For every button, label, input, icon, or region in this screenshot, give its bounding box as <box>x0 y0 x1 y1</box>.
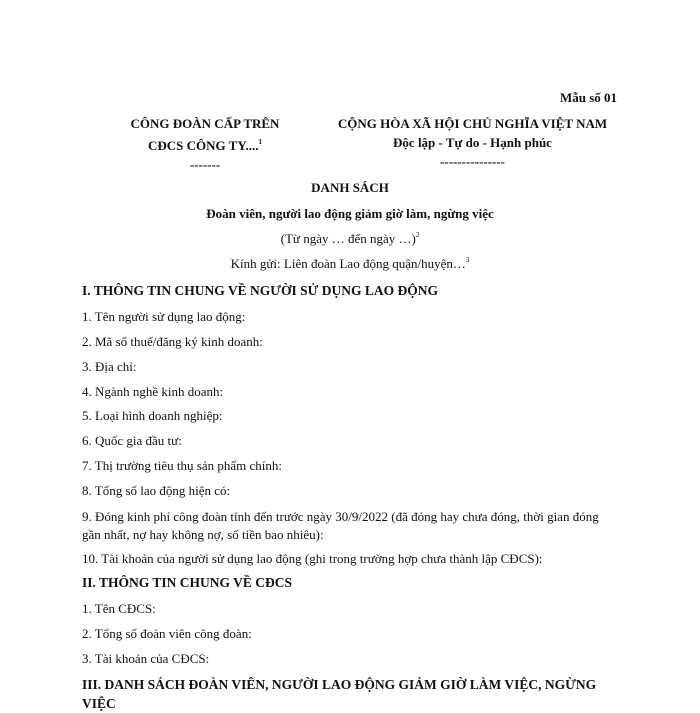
header-right-dashes: --------------- <box>440 154 505 169</box>
s2-item-3: 3. Tài khoản của CĐCS: <box>82 651 210 666</box>
header-right <box>300 114 645 171</box>
section-2-heading: II. THÔNG TIN CHUNG VỀ CĐCS <box>82 575 293 590</box>
footnote-ref-1: 1 <box>258 138 263 146</box>
period-text: (Từ ngày … đến ngày …) <box>280 231 416 246</box>
recipient-line <box>0 256 700 272</box>
header-left-dashes: ------- <box>189 157 221 172</box>
s1-item-6: 6. Quốc gia đầu tư: <box>82 433 182 448</box>
s2-item-2: 2. Tổng số đoàn viên công đoàn: <box>82 626 252 641</box>
s1-item-10: 10. Tài khoản của người sử dụng lao động (ghi trong trường hợp chưa thành lập CĐCS): <box>82 551 543 566</box>
s1-item-3: 3. Địa chỉ: <box>82 359 137 374</box>
recipient-text: Kính gửi: Liên đoàn Lao động quận/huyện… <box>230 256 466 271</box>
s1-item-7: 7. Thị trường tiêu thụ sản phẩm chính: <box>82 458 282 473</box>
s1-item-4: 4. Ngành nghề kinh doanh: <box>82 384 224 399</box>
s2-item-1: 1. Tên CĐCS: <box>82 601 156 616</box>
header-right-line1: CỘNG HÒA XÃ HỘI CHỦ NGHĨA VIỆT NAM <box>337 116 608 131</box>
header-left <box>85 114 325 174</box>
document-subtitle: Đoàn viên, người lao động giảm giờ làm, ngừng việc <box>206 206 494 221</box>
s1-item-9: 9. Đóng kinh phí công đoàn tính đến trước ngày 30/9/2022 (đã đóng hay chưa đóng, thời gian đóng gần nhất, nợ hay không nợ, số tiền bao nhiêu): <box>82 509 599 542</box>
footnote-ref-2: 2 <box>415 231 420 239</box>
section-1-heading: I. THÔNG TIN CHUNG VỀ NGƯỜI SỬ DỤNG LAO ĐỘNG <box>82 283 439 298</box>
section-3-heading: III. DANH SÁCH ĐOÀN VIÊN, NGƯỜI LAO ĐỘNG GIẢM GIỜ LÀM VIỆC, NGỪNG VIỆC <box>82 677 597 711</box>
document-period <box>0 231 700 247</box>
footnote-ref-3: 3 <box>465 256 470 264</box>
s1-item-8: 8. Tổng số lao động hiện có: <box>82 483 231 498</box>
header-left-line2 <box>85 133 325 155</box>
document-title: DANH SÁCH <box>311 180 389 195</box>
header-left-line1: CÔNG ĐOÀN CẤP TRÊN <box>130 116 280 131</box>
s1-item-2: 2. Mã số thuế/đăng ký kinh doanh: <box>82 334 263 349</box>
s1-item-5: 5. Loại hình doanh nghiệp: <box>82 408 223 423</box>
s1-item-1: 1. Tên người sử dụng lao động: <box>82 309 246 324</box>
header-right-line2: Độc lập - Tự do - Hạnh phúc <box>393 135 552 150</box>
header-left-line2-text: CĐCS CÔNG TY.... <box>147 138 259 153</box>
form-number: Mẫu số 01 <box>559 90 617 105</box>
